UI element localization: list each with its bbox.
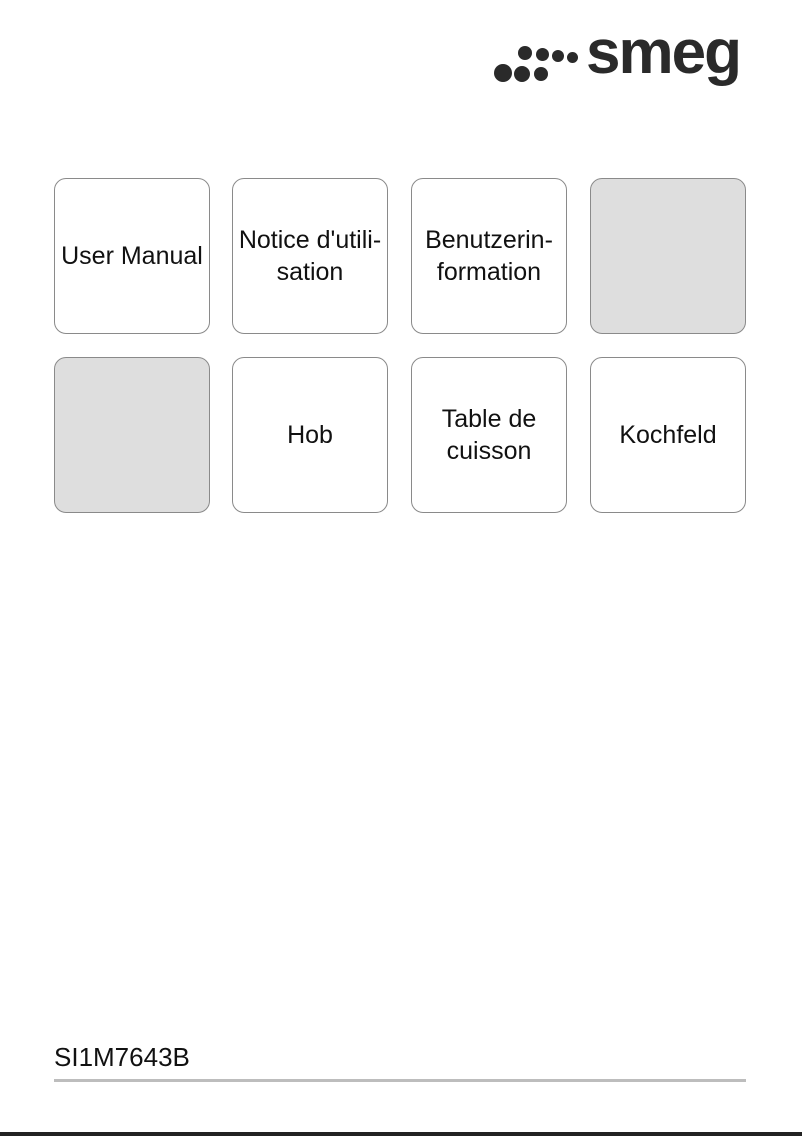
- model-number: SI1M7643B: [54, 1042, 190, 1072]
- logo-dot-icon: [514, 66, 530, 82]
- tile-label: Benutzerin- formation: [425, 226, 553, 286]
- tile-blank: [54, 357, 210, 513]
- tile-benutzerinformation: [411, 178, 567, 334]
- tile-hob: [232, 357, 388, 513]
- tile-label: User Manual: [61, 242, 203, 270]
- tile-label: Hob: [287, 421, 333, 449]
- smeg-logo: [490, 18, 750, 92]
- tile-kochfeld: [590, 357, 746, 513]
- logo-wordmark: smeg: [586, 18, 740, 87]
- logo-dot-icon: [552, 50, 564, 62]
- tile-table-de-cuisson: [411, 357, 567, 513]
- tile-label: Notice d'utili- sation: [238, 226, 382, 286]
- tile-label: Table de cuisson: [441, 405, 537, 465]
- tile-blank: [590, 178, 746, 334]
- logo-dot-icon: [494, 64, 512, 82]
- logo-dot-icon: [536, 48, 549, 61]
- tile-label: Kochfeld: [619, 421, 717, 449]
- logo-dot-icon: [534, 67, 548, 81]
- page-bottom-edge: [0, 1132, 802, 1136]
- logo-dot-icon: [567, 52, 578, 63]
- tile-notice-utilisation: [232, 178, 388, 334]
- footer-divider: [54, 1079, 746, 1082]
- tile-user-manual: [54, 178, 210, 334]
- logo-dot-icon: [518, 46, 532, 60]
